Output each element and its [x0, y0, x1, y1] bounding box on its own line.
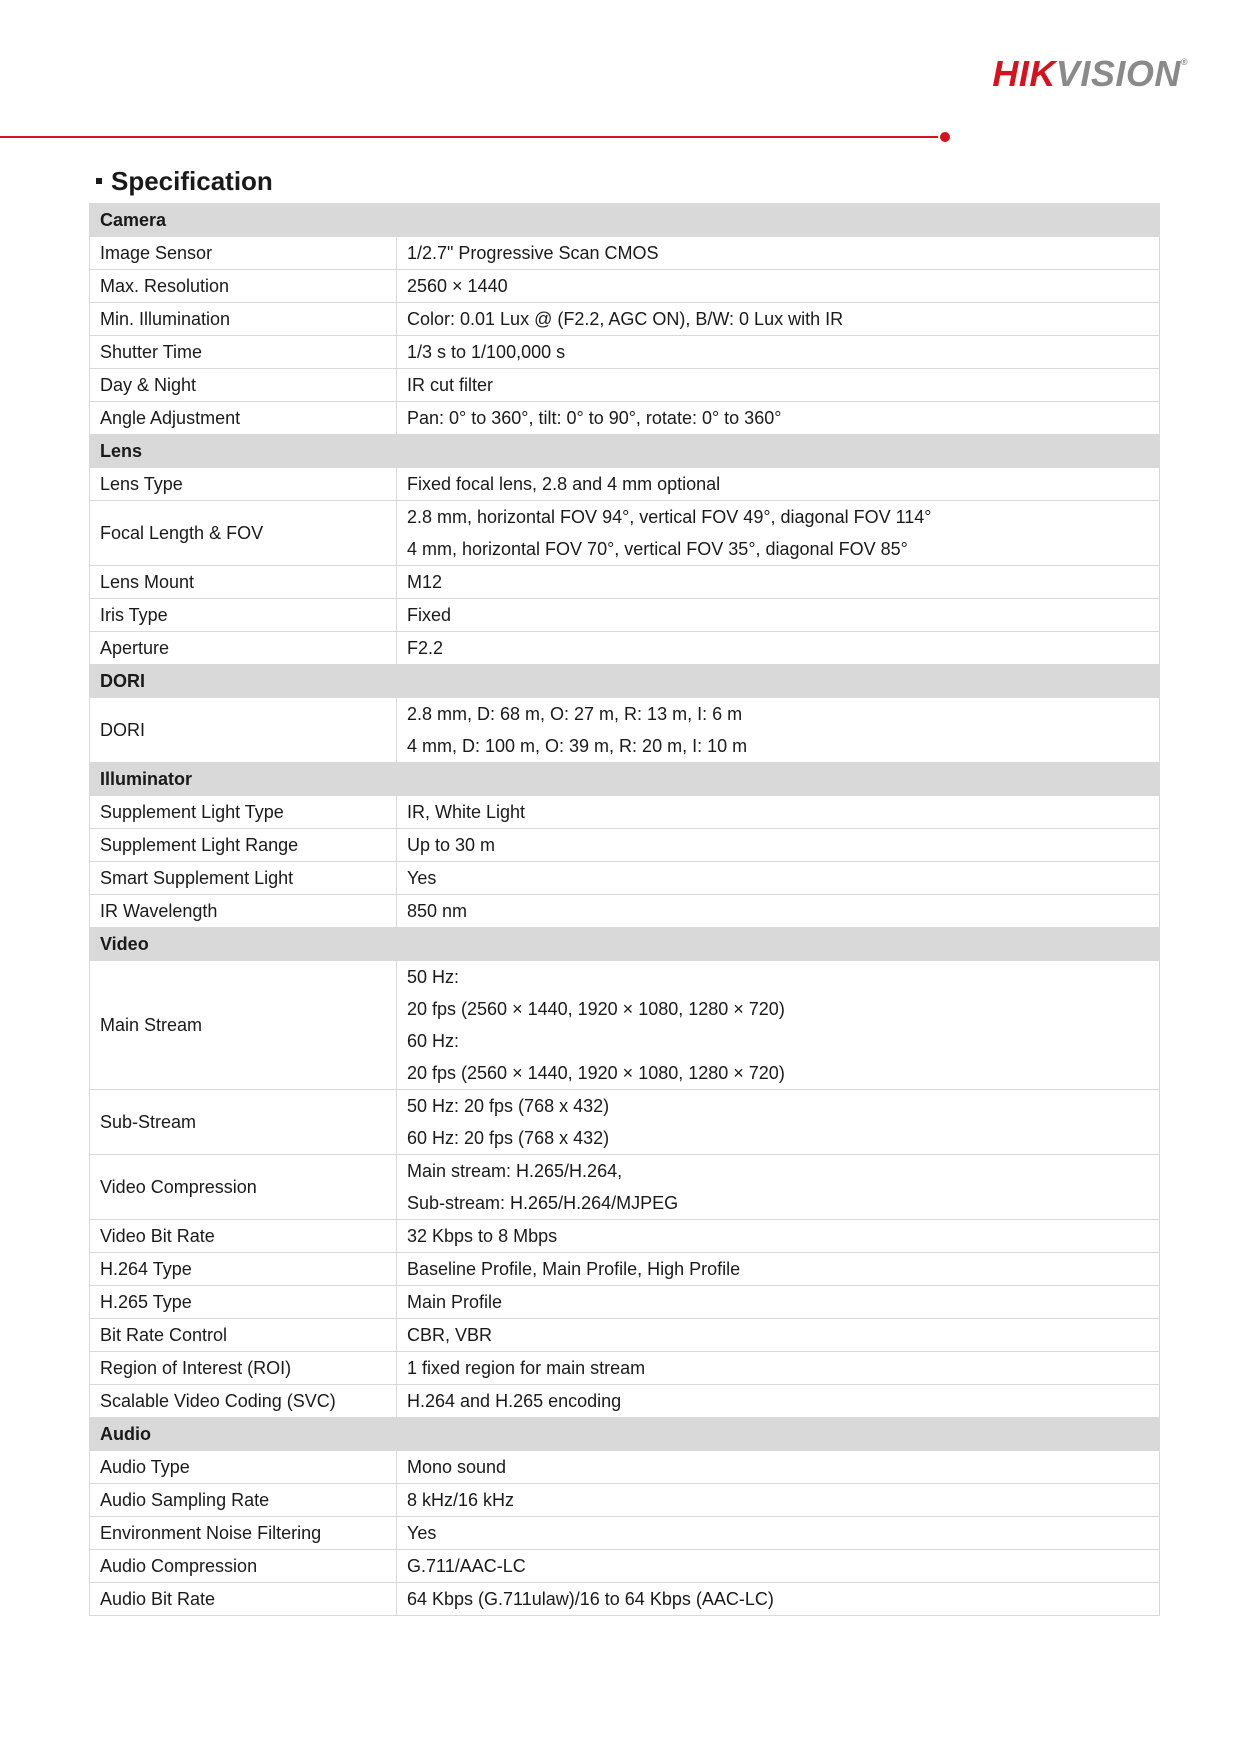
- hikvision-logo: [992, 53, 1188, 94]
- spec-key: Max. Resolution: [90, 270, 397, 303]
- spec-key: Bit Rate Control: [90, 1319, 397, 1352]
- spec-value: [397, 862, 1160, 895]
- spec-key: Focal Length & FOV: [90, 501, 397, 566]
- spec-key: Region of Interest (ROI): [90, 1352, 397, 1385]
- spec-value-line: 2.8 mm, D: 68 m, O: 27 m, R: 13 m, I: 6 m: [407, 704, 743, 724]
- spec-row-dori: [90, 698, 1160, 763]
- spec-value-line: IR, White Light: [407, 802, 526, 822]
- spec-row-h-264-type: [90, 1253, 1160, 1286]
- specification-table: [89, 203, 1160, 1616]
- spec-value: [397, 369, 1160, 402]
- spec-value-line: 20 fps (2560 × 1440, 1920 × 1080, 1280 × 720): [407, 1063, 785, 1083]
- spec-value-line: 4 mm, horizontal FOV 70°, vertical FOV 35°, diagonal FOV 85°: [407, 539, 908, 559]
- spec-value: [397, 895, 1160, 928]
- spec-key: Image Sensor: [90, 237, 397, 270]
- spec-value: [397, 1352, 1160, 1385]
- spec-row-bit-rate-control: [90, 1319, 1160, 1352]
- spec-value: [397, 796, 1160, 829]
- spec-key: Video Bit Rate: [90, 1220, 397, 1253]
- spec-value-line: 850 nm: [407, 901, 468, 921]
- spec-value: [397, 599, 1160, 632]
- specification-table-body: [90, 204, 1160, 1616]
- spec-value: [397, 468, 1160, 501]
- section-header-video: [90, 928, 1160, 961]
- section-header-lens: [90, 435, 1160, 468]
- spec-key: H.264 Type: [90, 1253, 397, 1286]
- spec-value-line: 1 fixed region for main stream: [407, 1358, 646, 1378]
- spec-row-region-of-interest-roi: [90, 1352, 1160, 1385]
- section-header-label: Video: [90, 928, 1160, 961]
- spec-value-line: 50 Hz:: [407, 967, 460, 987]
- section-header-camera: [90, 204, 1160, 237]
- header-rule-dot: [940, 132, 950, 142]
- spec-value-line: H.264 and H.265 encoding: [407, 1391, 622, 1411]
- spec-row-min-illumination: [90, 303, 1160, 336]
- section-header-dori: [90, 665, 1160, 698]
- spec-key: Main Stream: [90, 961, 397, 1090]
- logo-grey-part: VISION: [1055, 53, 1181, 94]
- spec-row-sub-stream: [90, 1090, 1160, 1155]
- spec-row-environment-noise-filtering: [90, 1517, 1160, 1550]
- spec-row-video-bit-rate: [90, 1220, 1160, 1253]
- spec-key: Audio Sampling Rate: [90, 1484, 397, 1517]
- spec-row-max-resolution: [90, 270, 1160, 303]
- page-title: [96, 168, 273, 194]
- spec-key: Lens Type: [90, 468, 397, 501]
- spec-row-shutter-time: [90, 336, 1160, 369]
- spec-row-audio-bit-rate: [90, 1583, 1160, 1616]
- spec-value-line: Yes: [407, 868, 437, 888]
- spec-row-audio-compression: [90, 1550, 1160, 1583]
- spec-value: [397, 566, 1160, 599]
- section-header-label: Illuminator: [90, 763, 1160, 796]
- spec-value: [397, 1385, 1160, 1418]
- spec-value-line: 50 Hz: 20 fps (768 x 432): [407, 1096, 610, 1116]
- spec-row-lens-mount: [90, 566, 1160, 599]
- logo-red-part: HIK: [992, 53, 1056, 94]
- spec-key: Supplement Light Type: [90, 796, 397, 829]
- spec-row-supplement-light-range: [90, 829, 1160, 862]
- spec-row-audio-sampling-rate: [90, 1484, 1160, 1517]
- spec-row-image-sensor: [90, 237, 1160, 270]
- spec-key: Min. Illumination: [90, 303, 397, 336]
- spec-value: [397, 961, 1160, 1090]
- section-header-label: DORI: [90, 665, 1160, 698]
- spec-row-main-stream: [90, 961, 1160, 1090]
- spec-value-line: Baseline Profile, Main Profile, High Profile: [407, 1259, 741, 1279]
- spec-value-line: G.711/AAC-LC: [407, 1556, 526, 1576]
- spec-value: [397, 1253, 1160, 1286]
- spec-row-audio-type: [90, 1451, 1160, 1484]
- spec-row-ir-wavelength: [90, 895, 1160, 928]
- spec-key: Sub-Stream: [90, 1090, 397, 1155]
- square-bullet-icon: [96, 178, 102, 184]
- spec-key: Supplement Light Range: [90, 829, 397, 862]
- spec-value: [397, 402, 1160, 435]
- spec-key: Aperture: [90, 632, 397, 665]
- spec-value: [397, 1319, 1160, 1352]
- spec-value-line: 20 fps (2560 × 1440, 1920 × 1080, 1280 × 720): [407, 999, 785, 1019]
- section-header-label: Camera: [90, 204, 1160, 237]
- spec-row-scalable-video-coding-svc: [90, 1385, 1160, 1418]
- spec-value: [397, 336, 1160, 369]
- spec-row-day-night: [90, 369, 1160, 402]
- spec-value: [397, 1220, 1160, 1253]
- spec-value-line: 64 Kbps (G.711ulaw)/16 to 64 Kbps (AAC-LC): [407, 1589, 774, 1609]
- spec-key: Scalable Video Coding (SVC): [90, 1385, 397, 1418]
- spec-value: [397, 1155, 1160, 1220]
- spec-value-line: Color: 0.01 Lux @ (F2.2, AGC ON), B/W: 0 Lux with IR: [407, 309, 844, 329]
- spec-value-line: 2560 × 1440: [407, 276, 508, 296]
- spec-key: Environment Noise Filtering: [90, 1517, 397, 1550]
- section-header-label: Audio: [90, 1418, 1160, 1451]
- spec-row-smart-supplement-light: [90, 862, 1160, 895]
- spec-value: [397, 1090, 1160, 1155]
- spec-value-line: Sub-stream: H.265/H.264/MJPEG: [407, 1193, 679, 1213]
- spec-value-line: IR cut filter: [407, 375, 494, 395]
- spec-value: [397, 632, 1160, 665]
- spec-value-line: 1/2.7" Progressive Scan CMOS: [407, 243, 659, 263]
- spec-value-line: Fixed focal lens, 2.8 and 4 mm optional: [407, 474, 721, 494]
- spec-value-line: 1/3 s to 1/100,000 s: [407, 342, 566, 362]
- spec-value-line: Yes: [407, 1523, 437, 1543]
- spec-key: Day & Night: [90, 369, 397, 402]
- spec-row-supplement-light-type: [90, 796, 1160, 829]
- spec-value-line: M12: [407, 572, 443, 592]
- spec-key: DORI: [90, 698, 397, 763]
- spec-key: Iris Type: [90, 599, 397, 632]
- spec-value-line: Main stream: H.265/H.264,: [407, 1161, 623, 1181]
- spec-key: Lens Mount: [90, 566, 397, 599]
- spec-key: Audio Compression: [90, 1550, 397, 1583]
- registered-mark: ®: [1180, 57, 1188, 67]
- spec-value-line: CBR, VBR: [407, 1325, 493, 1345]
- spec-value-line: Up to 30 m: [407, 835, 496, 855]
- spec-value: [397, 1550, 1160, 1583]
- section-header-label: Lens: [90, 435, 1160, 468]
- spec-value: [397, 1484, 1160, 1517]
- spec-key: Audio Type: [90, 1451, 397, 1484]
- spec-value: [397, 829, 1160, 862]
- spec-key: Audio Bit Rate: [90, 1583, 397, 1616]
- spec-key: IR Wavelength: [90, 895, 397, 928]
- spec-value: [397, 1583, 1160, 1616]
- spec-value: [397, 1286, 1160, 1319]
- spec-key: Shutter Time: [90, 336, 397, 369]
- spec-row-h-265-type: [90, 1286, 1160, 1319]
- spec-value-line: Pan: 0° to 360°, tilt: 0° to 90°, rotate: 0° to 360°: [407, 408, 782, 428]
- spec-row-iris-type: [90, 599, 1160, 632]
- spec-key: H.265 Type: [90, 1286, 397, 1319]
- spec-value-line: 2.8 mm, horizontal FOV 94°, vertical FOV 49°, diagonal FOV 114°: [407, 507, 932, 527]
- spec-row-angle-adjustment: [90, 402, 1160, 435]
- spec-value-line: Fixed: [407, 605, 452, 625]
- section-header-illuminator: [90, 763, 1160, 796]
- spec-value: [397, 698, 1160, 763]
- spec-value: [397, 303, 1160, 336]
- spec-value: [397, 1451, 1160, 1484]
- spec-value: [397, 1517, 1160, 1550]
- spec-value-line: Mono sound: [407, 1457, 507, 1477]
- spec-key: Angle Adjustment: [90, 402, 397, 435]
- spec-value-line: 60 Hz:: [407, 1031, 460, 1051]
- spec-value: [397, 237, 1160, 270]
- spec-value-line: 4 mm, D: 100 m, O: 39 m, R: 20 m, I: 10 m: [407, 736, 748, 756]
- spec-value-line: 8 kHz/16 kHz: [407, 1490, 515, 1510]
- spec-row-video-compression: [90, 1155, 1160, 1220]
- spec-row-focal-length-fov: [90, 501, 1160, 566]
- spec-value-line: 32 Kbps to 8 Mbps: [407, 1226, 558, 1246]
- spec-value: [397, 501, 1160, 566]
- header-red-rule: [0, 136, 938, 138]
- spec-value-line: Main Profile: [407, 1292, 503, 1312]
- spec-value: [397, 270, 1160, 303]
- spec-value-line: F2.2: [407, 638, 444, 658]
- spec-row-lens-type: [90, 468, 1160, 501]
- page-title-text: Specification: [111, 166, 273, 196]
- spec-key: Video Compression: [90, 1155, 397, 1220]
- spec-key: Smart Supplement Light: [90, 862, 397, 895]
- section-header-audio: [90, 1418, 1160, 1451]
- spec-value-line: 60 Hz: 20 fps (768 x 432): [407, 1128, 610, 1148]
- spec-row-aperture: [90, 632, 1160, 665]
